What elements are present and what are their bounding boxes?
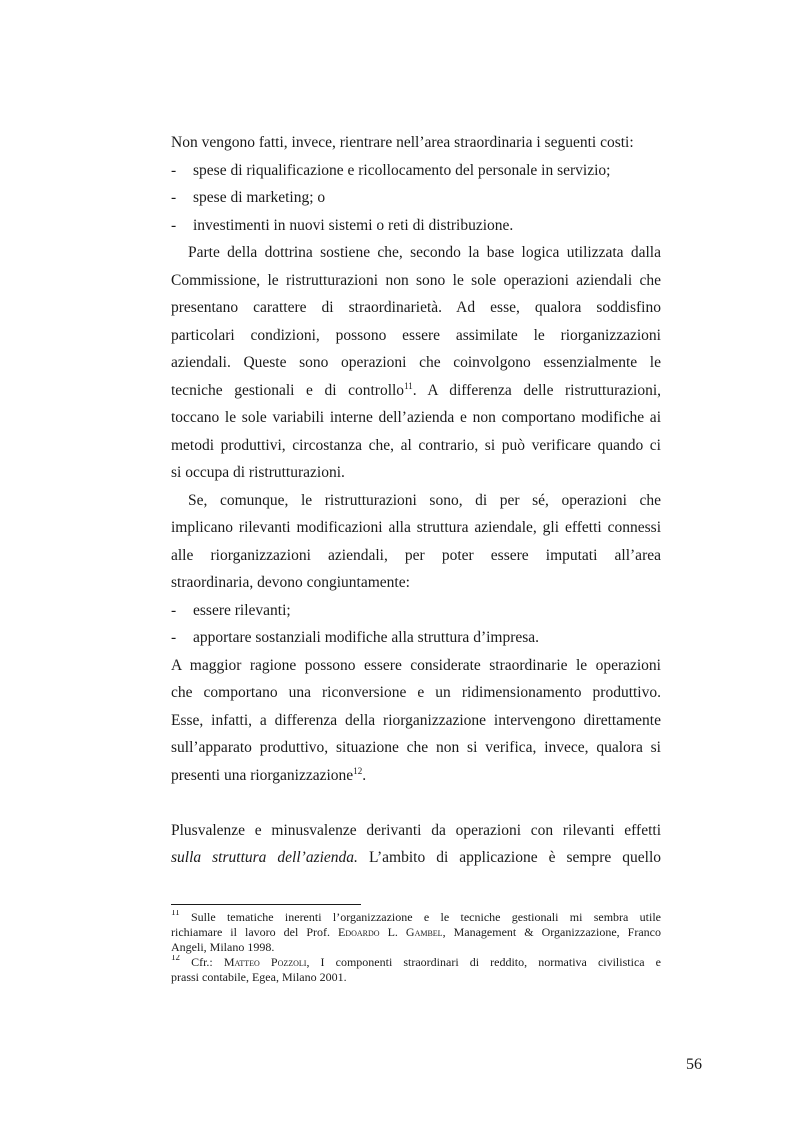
paragraph-gap (171, 789, 661, 817)
page-number: 56 (686, 1056, 702, 1073)
paragraph-line: sull’apparato produttivo, situazione che non si verifica, invece, qualora si (171, 739, 661, 756)
footnote-number: 11 (171, 910, 180, 917)
bullet-dash: - (171, 601, 177, 619)
paragraph-line: Plusvalenze e minusvalenze derivanti da operazioni con rilevanti effetti (171, 821, 661, 839)
author-name: Edoardo L. Gambel (338, 925, 443, 939)
bullet-dash: - (171, 161, 177, 179)
footnote-separator (171, 904, 361, 905)
footnote-ref: 12 (353, 765, 363, 776)
bullet-dash: - (171, 189, 177, 206)
paragraph-line: che comportano una riconversione e un ridimensionamento produttivo. (171, 684, 661, 701)
paragraph-line: Parte della dottrina sostiene che, secondo la base logica utilizzata dalla (188, 244, 661, 261)
text-span: L’ambito di applicazione è sempre quello (357, 849, 661, 866)
paragraph-line: straordinaria, devono congiuntamente: (171, 574, 410, 591)
italic-span: sulla struttura dell’azienda. (171, 849, 358, 866)
list-item-text: essere rilevanti; (193, 601, 291, 619)
author-name: Matteo Pozzoli (223, 955, 307, 969)
paragraph-line: Se, comunque, le ristrutturazioni sono, di per sé, operazioni che (188, 491, 661, 509)
list-item-text: spese di riqualificazione e ricollocamento del personale in servizio; (193, 161, 611, 179)
intro-line: Non vengono fatti, invece, rientrare nell’area straordinaria i seguenti costi: (171, 134, 634, 151)
footnotes (171, 910, 661, 985)
list-item-text: investimenti in nuovi sistemi o reti di distribuzione. (193, 216, 514, 234)
footnote-line: prassi contabile, Egea, Milano 2001. (171, 970, 347, 984)
footnote-line: Angeli, Milano 1998. (171, 940, 275, 954)
paragraph-line: si occupa di ristrutturazioni. (171, 464, 345, 481)
footnote-line (171, 925, 661, 940)
list-item-text: apportare sostanziali modifiche alla struttura d’impresa. (193, 629, 540, 646)
paragraph-line: toccano le sole variabili interne dell’azienda e non comportano modifiche ai (171, 409, 661, 426)
footnote-ref: 11 (404, 380, 413, 391)
text-span: , Management & Organizzazione, Franco (442, 925, 661, 939)
paragraph-line: aziendali. Queste sono operazioni che coinvolgono essenzialmente le (171, 354, 661, 371)
paragraph-line (171, 844, 661, 872)
text-span: . A differenza delle ristrutturazioni, (412, 381, 661, 399)
paragraph-line (171, 377, 661, 405)
bullet-dash: - (171, 629, 177, 646)
text-span: presenti una riorganizzazione (171, 766, 354, 784)
footnote-line (171, 955, 661, 970)
paragraph-line: alle riorganizzazioni aziendali, per poter essere imputati all’area (171, 546, 661, 564)
text-span: . (362, 766, 367, 784)
list-item (171, 212, 661, 240)
list-item-text: spese di marketing; o (193, 189, 326, 206)
list-item (171, 184, 661, 212)
list-item (171, 624, 661, 652)
paragraph-line: presentano carattere di straordinarietà. Ad esse, qualora soddisfino (171, 299, 661, 316)
list-item (171, 597, 661, 625)
paragraph-line: implicano rilevanti modificazioni alla struttura aziendale, gli effetti connessi (171, 519, 661, 536)
paragraph-line: metodi produttivi, circostanza che, al contrario, si può verificare quando ci (171, 436, 661, 454)
text-span: Cfr.: (191, 955, 224, 969)
text-span: Sulle tematiche inerenti l’organizzazione e le tecniche gestionali mi sembra utile (190, 910, 661, 924)
paragraph-line: A maggior ragione possono essere considerate straordinarie le operazioni (171, 656, 661, 674)
body-text (171, 129, 661, 872)
bullet-dash: - (171, 216, 177, 234)
text-span: richiamare il lavoro del Prof. (171, 925, 338, 939)
paragraph-line: particolari condizioni, possono essere assimilate le riorganizzazioni (171, 326, 661, 344)
text-span: tecniche gestionali e di controllo (171, 381, 405, 399)
text-span: , I componenti straordinari di reddito, normativa civilistica e (306, 955, 661, 969)
paragraph-line (171, 762, 661, 790)
paragraph-line: Esse, infatti, a differenza della riorganizzazione intervengono direttamente (171, 711, 661, 729)
paragraph-line: Commissione, le ristrutturazioni non sono le sole operazioni aziendali che (171, 271, 661, 289)
list-item (171, 157, 661, 185)
footnote-number: 12 (171, 955, 180, 962)
footnote-line (171, 910, 661, 925)
